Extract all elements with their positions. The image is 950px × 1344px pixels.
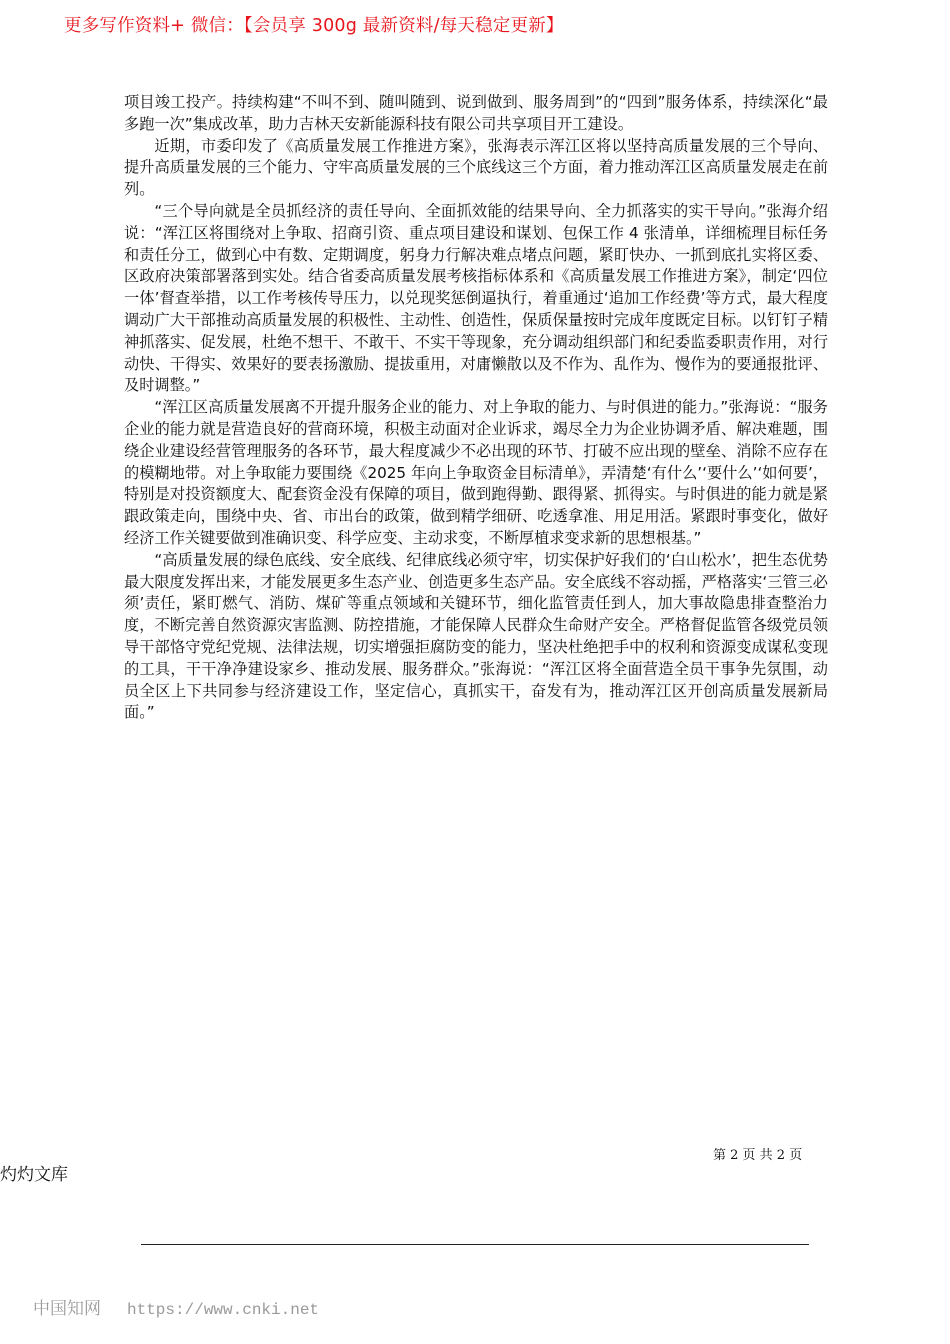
paragraph: “浑江区高质量发展离不开提升服务企业的能力、对上争取的能力、与时俱进的能力。”张海说：“服务企业的能力就是营造良好的营商环境，积极主动面对企业诉求，竭尽全力为企业协调矛盾、解决难题，围绕企业建设经营管理服务的各环节，最大程度减少不必出现的环节、打破不应出现的壁垒、消除不应存在的模糊地带。对上争取能力要围绕《2025 年向上争取资金目标清单》，弄清楚‘有什么’‘要什么’‘如何要’，特别是对投资额度大、配套资金没有保障的项目，做到跑得勤、跟得紧、抓得实。与时俱进的能力就是紧跟政策走向，围绕中央、省、市出台的政策，做到精学细研、吃透拿准、用足用活。紧跟时事变化，做好经济工作关键要做到准确识变、科学应变、主动求变，不断厚植求变求新的思想根基。” <box>124 398 828 547</box>
paragraph: “三个导向就是全员抓经济的责任导向、全面抓效能的结果导向、全力抓落实的实干导向。”张海介绍说：“浑江区将围绕对上争取、招商引资、重点项目建设和谋划、包保工作 4 张清单，详细梳理目标任务和责任分工，做到心中有数、定期调度，躬身力行解决难点堵点问题，紧盯快办、一抓到底扎实将区委、区政府决策部署落到实处。结合省委高质量发展考核指标体系和《高质量发展工作推进方案》，制定‘四位一体’督查举措，以工作考核传导压力，以兑现奖惩倒逼执行，着重通过‘追加工作经费’等方式，最大程度调动广大干部推动高质量发展的积极性、主动性、创造性，保质保量按时完成年度既定目标。以钉钉子精神抓落实、促发展，杜绝不想干、不敢干、不实干等现象，充分调动组织部门和纪委监委职责作用，对行动快、干得实、效果好的要表扬激励、提拔重用，对庸懒散以及不作为、乱作为、慢作为的要通报批评、及时调整。” <box>124 201 828 395</box>
footer-divider <box>141 1244 809 1245</box>
page-number: 第 2 页 共 2 页 <box>713 1148 803 1163</box>
document-body <box>124 92 828 724</box>
watermark-name: 中国知网 <box>33 1299 101 1319</box>
paragraph: 近期，市委印发了《高质量发展工作推进方案》，张海表示浑江区将以坚持高质量发展的三个导向、提升高质量发展的三个能力、守牢高质量发展的三个底线这三个方面，着力推动浑江区高质量发展走在前列。 <box>124 136 828 199</box>
paragraph: “高质量发展的绿色底线、安全底线、纪律底线必须守牢，切实保护好我们的‘白山松水’，把生态优势最大限度发挥出来，才能发展更多生态产业、创造更多生态产品。安全底线不容动摇，严格落实‘三管三必须’责任，紧盯燃气、消防、煤矿等重点领域和关键环节，细化监管责任到人，加大事故隐患排查整治力度，不断完善自然资源灾害监测、防控措施，才能保障人民群众生命财产安全。严格督促监管各级党员领导干部恪守党纪党规、法律法规，切实增强拒腐防变的能力，坚决杜绝把手中的权利和资源变成谋私变现的工具，干干净净建设家乡、推动发展、服务群众。”张海说：“浑江区将全面营造全员干事争先氛围，动员全区上下共同参与经济建设工作，坚定信心，真抓实干，奋发有为，推动浑江区开创高质量发展新局面。” <box>124 550 828 722</box>
library-name: 灼灼文库 <box>0 1165 68 1185</box>
watermark <box>33 1294 319 1319</box>
paragraph: 项目竣工投产。持续构建“不叫不到、随叫随到、说到做到、服务周到”的“四到”服务体系，持续深化“最多跑一次”集成改革，助力吉林天安新能源科技有限公司共享项目开工建设。 <box>124 93 828 133</box>
promo-banner: 更多写作资料+ 微信：【会员享 300g 最新资料/每天稳定更新】 <box>64 16 564 36</box>
watermark-url: https://www.cnki.net <box>127 1301 320 1319</box>
